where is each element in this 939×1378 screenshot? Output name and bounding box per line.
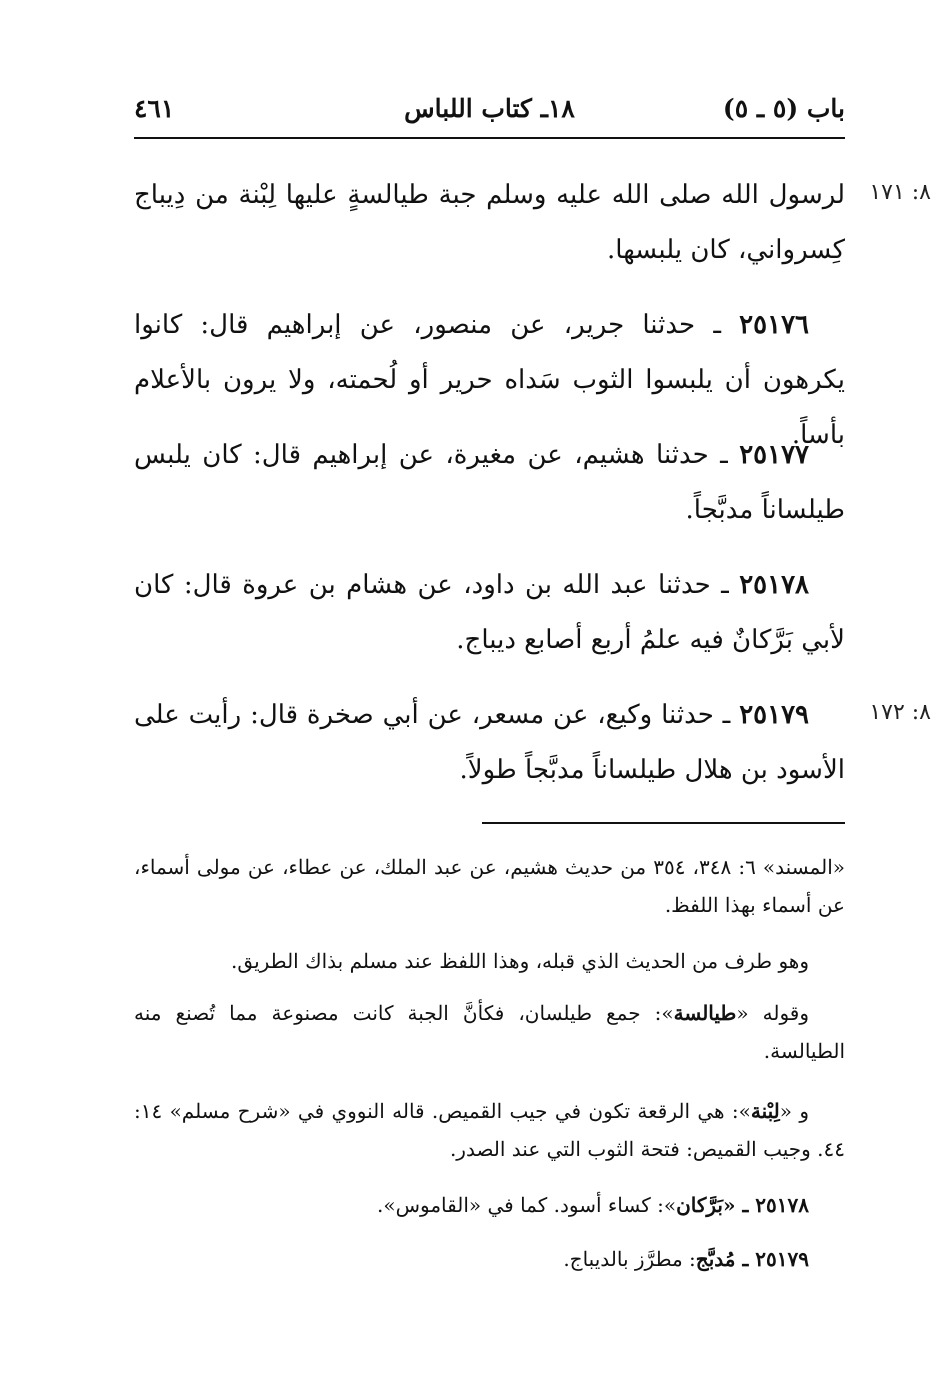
footnote-term: لِبْنة	[750, 1099, 780, 1123]
hadith-text: ـ حدثنا هشيم، عن مغيرة، عن إبراهيم قال: كان يلبس طيلساناً مدبَّجاً.	[134, 440, 845, 525]
footnote-text: »: جمع طيلسان، فكأنَّ الجبة كانت مصنوعة مما تُصنع منه الطيالسة.	[134, 1001, 845, 1063]
footnote-prefix: وقوله «	[736, 1001, 809, 1025]
hadith-number: ٢٥١٧٨	[739, 570, 810, 600]
hadith-continuation	[134, 168, 845, 278]
footnote-number: ٢٥١٧٨	[755, 1193, 809, 1217]
footnote-barrakan	[134, 1186, 845, 1224]
footnote-text: »: كساء أسود. كما في «القاموس».	[376, 1193, 677, 1217]
footnote-dash: ـ	[735, 1247, 756, 1271]
footnote-number: ٢٥١٧٩	[755, 1247, 809, 1271]
footnote-dash: ـ «	[722, 1193, 756, 1217]
footnote-term: مُدبَّج	[695, 1247, 736, 1271]
footnote-musnad: «المسند» ٦: ٣٤٨، ٣٥٤ من حديث هشيم، عن عبد الملك، عن عطاء، عن مولى أسماء، عن أسماء بهذا اللفظ.	[134, 855, 845, 917]
footnote-mudabbaj	[134, 1240, 845, 1278]
footnote-term: بَرَّكان	[676, 1193, 723, 1217]
hadith-25177	[134, 428, 845, 538]
footnote-text: : مطرَّز بالديباج.	[563, 1247, 696, 1271]
footnote-muslim: وهو طرف من الحديث الذي قبله، وهذا اللفظ عند مسلم بذاك الطريق.	[231, 949, 809, 973]
hadith-number: ٢٥١٧٩	[739, 700, 810, 730]
hadith-text: لرسول الله صلى الله عليه وسلم جبة طيالسةٍ عليها لِبْنة من دِيباج كِسرواني، كان يلبسها.	[134, 180, 845, 265]
chapter-reference: باب (٥ ـ ٥)	[722, 94, 845, 123]
hadith-number: ٢٥١٧٧	[739, 440, 810, 470]
footnote-tayalisa	[134, 994, 845, 1070]
footnote-libna	[134, 1092, 845, 1168]
hadith-text: ـ حدثنا عبد الله بن داود، عن هشام بن عروة قال: كان لأبي بَرَّكانٌ فيه علمُ أربع أصابع ديباج.	[134, 570, 845, 655]
hadith-number: ٢٥١٧٦	[739, 310, 809, 340]
footnote-text: »: هي الرقعة تكون في جيب القميص. قاله النووي في «شرح مسلم» ١٤: ٤٤. وجيب القميص: فتحة الثوب التي عند الصدر.	[134, 1099, 845, 1161]
page-number: ٤٦١	[134, 94, 175, 123]
hadith-25179	[134, 688, 845, 798]
footnote-prefix: و «	[779, 1099, 809, 1123]
margin-note-1: ٨: ١٧١	[869, 180, 931, 205]
hadith-text: ـ حدثنا جرير، عن منصور، عن إبراهيم قال: كانوا يكرهون أن يلبسوا الثوب سَداه حرير أو لُحمته، ولا يرون بالأعلام بأساً.	[134, 310, 845, 450]
margin-note-2: ٨: ١٧٢	[869, 700, 931, 725]
hadith-25178	[134, 558, 845, 668]
page-header	[134, 92, 845, 136]
book-title: ١٨ـ كتاب اللباس	[404, 94, 575, 123]
footnote-term: طيالسة	[673, 1001, 737, 1025]
footnote-separator	[482, 822, 845, 824]
hadith-text: ـ حدثنا وكيع، عن مسعر، عن أبي صخرة قال: رأيت على الأسود بن هلال طيلساناً مدبَّجاً طولاً.	[134, 700, 845, 785]
header-rule	[134, 137, 845, 139]
